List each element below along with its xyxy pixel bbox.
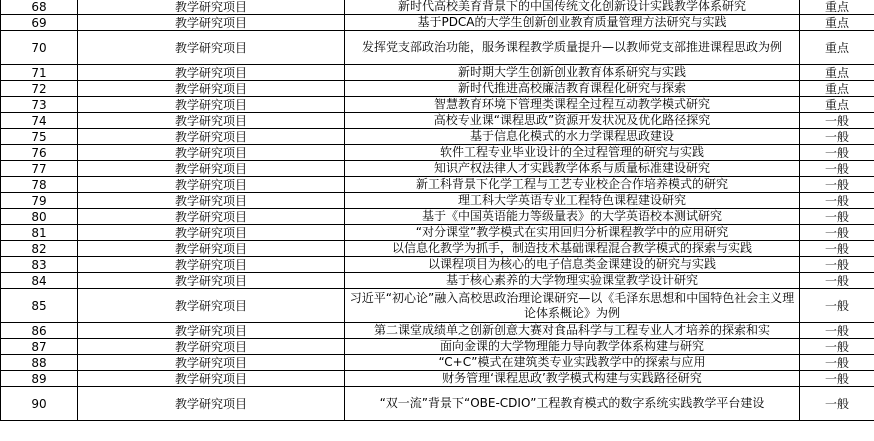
project-title-cell[interactable]: 高校专业课“课程思政”资源开发状况及优化路径探究: [345, 113, 800, 129]
table-row: [1, 323, 874, 339]
table-row: [1, 225, 874, 241]
project-title-cell[interactable]: 新时代高校美育背景下的中国传统文化创新设计实践教学体系研究: [345, 0, 800, 15]
row-number-cell[interactable]: 72: [1, 81, 78, 97]
project-title-cell[interactable]: 习近平“初心论”融入高校思政治理论课研究—以《毛泽东思想和中国特色社会主义理论体系概论》为例: [345, 289, 800, 323]
table-row: [1, 177, 874, 193]
row-number-cell[interactable]: 71: [1, 65, 78, 81]
row-number-cell[interactable]: 74: [1, 113, 78, 129]
project-type-cell[interactable]: 教学研究项目: [78, 209, 345, 225]
project-level-cell[interactable]: 一般: [800, 323, 874, 339]
project-title-cell[interactable]: 知识产权法律人才实践教学体系与质量标准建设研究: [345, 161, 800, 177]
project-level-cell[interactable]: 一般: [800, 161, 874, 177]
project-type-cell[interactable]: 教学研究项目: [78, 161, 345, 177]
project-level-cell[interactable]: 一般: [800, 355, 874, 371]
table-row: [1, 355, 874, 371]
project-level-cell[interactable]: 重点: [800, 0, 874, 15]
project-type-cell[interactable]: 教学研究项目: [78, 273, 345, 289]
project-level-cell[interactable]: 重点: [800, 65, 874, 81]
project-level-cell[interactable]: 一般: [800, 209, 874, 225]
row-number-cell[interactable]: 88: [1, 355, 78, 371]
project-title-cell[interactable]: “C+C”模式在建筑类专业实践教学中的探索与应用: [345, 355, 800, 371]
project-title-cell[interactable]: 基于《中国英语能力等级量表》的大学英语校本测试研究: [345, 209, 800, 225]
row-number-cell[interactable]: 79: [1, 193, 78, 209]
project-title-cell[interactable]: 面向金课的大学物理能力导向教学体系构建与研究: [345, 339, 800, 355]
project-type-cell[interactable]: 教学研究项目: [78, 0, 345, 15]
project-type-cell[interactable]: 教学研究项目: [78, 113, 345, 129]
project-type-cell[interactable]: 教学研究项目: [78, 15, 345, 31]
table-row: [1, 257, 874, 273]
row-number-cell[interactable]: 69: [1, 15, 78, 31]
row-number-cell[interactable]: 89: [1, 371, 78, 387]
project-title-cell[interactable]: 基于PDCA的大学生创新创业教育质量管理方法研究与实践: [345, 15, 800, 31]
project-level-cell[interactable]: 重点: [800, 15, 874, 31]
table-row: [1, 161, 874, 177]
table-row: [1, 241, 874, 257]
table-row: [1, 65, 874, 81]
project-title-cell[interactable]: 理工科大学英语专业工程特色课程建设研究: [345, 193, 800, 209]
row-number-cell[interactable]: 77: [1, 161, 78, 177]
project-level-cell[interactable]: 一般: [800, 289, 874, 323]
project-level-cell[interactable]: 一般: [800, 273, 874, 289]
project-type-cell[interactable]: 教学研究项目: [78, 97, 345, 113]
row-number-cell[interactable]: 90: [1, 387, 78, 421]
row-number-cell[interactable]: 73: [1, 97, 78, 113]
row-number-cell[interactable]: 84: [1, 273, 78, 289]
project-type-cell[interactable]: 教学研究项目: [78, 31, 345, 65]
project-level-cell[interactable]: 重点: [800, 81, 874, 97]
row-number-cell[interactable]: 70: [1, 31, 78, 65]
table-row: [1, 273, 874, 289]
table-row: [1, 193, 874, 209]
project-level-cell[interactable]: 一般: [800, 193, 874, 209]
row-number-cell[interactable]: 75: [1, 129, 78, 145]
project-type-cell[interactable]: 教学研究项目: [78, 81, 345, 97]
project-title-cell[interactable]: “对分课堂”教学模式在实用回归分析课程教学中的应用研究: [345, 225, 800, 241]
project-type-cell[interactable]: 教学研究项目: [78, 323, 345, 339]
project-level-cell[interactable]: 一般: [800, 241, 874, 257]
row-number-cell[interactable]: 76: [1, 145, 78, 161]
project-title-cell[interactable]: 新工科背景下化学工程与工艺专业校企合作培养模式的研究: [345, 177, 800, 193]
project-title-cell[interactable]: 财务管理‘课程思政’教学模式构建与实践路径研究: [345, 371, 800, 387]
table-row: [1, 113, 874, 129]
table-row: [1, 209, 874, 225]
project-level-cell[interactable]: 一般: [800, 387, 874, 421]
table-row: [1, 387, 874, 421]
project-level-cell[interactable]: 一般: [800, 257, 874, 273]
project-title-cell[interactable]: 新时期大学生创新创业教育体系研究与实践: [345, 65, 800, 81]
project-level-cell[interactable]: 一般: [800, 339, 874, 355]
project-level-cell[interactable]: 一般: [800, 145, 874, 161]
table-row: [1, 339, 874, 355]
project-title-cell[interactable]: “双一流”背景下“OBE-CDIO”工程教育模式的数字系统实践教学平台建设: [345, 387, 800, 421]
project-title-cell[interactable]: 第二课堂成绩单之创新创意大赛对食品科学与工程专业人才培养的探索和实: [345, 323, 800, 339]
table-row: [1, 81, 874, 97]
row-number-cell[interactable]: 68: [1, 0, 78, 15]
row-number-cell[interactable]: 80: [1, 209, 78, 225]
project-type-cell[interactable]: 教学研究项目: [78, 145, 345, 161]
project-title-cell[interactable]: 软件工程专业毕业设计的全过程管理的研究与实践: [345, 145, 800, 161]
table-row: [1, 31, 874, 65]
project-type-cell[interactable]: 教学研究项目: [78, 257, 345, 273]
project-type-cell[interactable]: 教学研究项目: [78, 177, 345, 193]
project-table-body: [1, 0, 874, 421]
row-number-cell[interactable]: 83: [1, 257, 78, 273]
project-type-cell[interactable]: 教学研究项目: [78, 241, 345, 257]
project-title-cell[interactable]: 新时代推进高校廉洁教育课程化研究与探索: [345, 81, 800, 97]
project-level-cell[interactable]: 一般: [800, 177, 874, 193]
project-type-cell[interactable]: 教学研究项目: [78, 289, 345, 323]
project-type-cell[interactable]: 教学研究项目: [78, 65, 345, 81]
project-title-cell[interactable]: 基于核心素养的大学物理实验课堂教学设计研究: [345, 273, 800, 289]
row-number-cell[interactable]: 78: [1, 177, 78, 193]
project-title-cell[interactable]: 以课程项目为核心的电子信息类金课建设的研究与实践: [345, 257, 800, 273]
project-title-cell[interactable]: 智慧教育环境下管理类课程全过程互动教学模式研究: [345, 97, 800, 113]
project-type-cell[interactable]: 教学研究项目: [78, 355, 345, 371]
project-type-cell[interactable]: 教学研究项目: [78, 129, 345, 145]
project-type-cell[interactable]: 教学研究项目: [78, 339, 345, 355]
project-title-cell[interactable]: 发挥党支部政治功能，服务课程教学质量提升—以教师党支部推进课程思政为例: [345, 31, 800, 65]
project-type-cell[interactable]: 教学研究项目: [78, 193, 345, 209]
project-level-cell[interactable]: 重点: [800, 31, 874, 65]
table-row: [1, 371, 874, 387]
row-number-cell[interactable]: 81: [1, 225, 78, 241]
project-level-cell[interactable]: 一般: [800, 129, 874, 145]
table-row: [1, 15, 874, 31]
project-title-cell[interactable]: 基于信息化模式的水力学课程思政建设: [345, 129, 800, 145]
project-type-cell[interactable]: 教学研究项目: [78, 371, 345, 387]
row-number-cell[interactable]: 82: [1, 241, 78, 257]
project-level-cell[interactable]: 一般: [800, 371, 874, 387]
project-level-cell[interactable]: 重点: [800, 97, 874, 113]
row-number-cell[interactable]: 86: [1, 323, 78, 339]
table-row: [1, 289, 874, 323]
project-type-cell[interactable]: 教学研究项目: [78, 387, 345, 421]
project-type-cell[interactable]: 教学研究项目: [78, 225, 345, 241]
row-number-cell[interactable]: 85: [1, 289, 78, 323]
table-row: [1, 129, 874, 145]
table-row: [1, 145, 874, 161]
row-number-cell[interactable]: 87: [1, 339, 78, 355]
table-row: [1, 97, 874, 113]
project-title-cell[interactable]: 以信息化教学为抓手，制造技术基础课程混合教学模式的探索与实践: [345, 241, 800, 257]
project-level-cell[interactable]: 一般: [800, 113, 874, 129]
table-row: [1, 0, 874, 15]
project-level-cell[interactable]: 一般: [800, 225, 874, 241]
